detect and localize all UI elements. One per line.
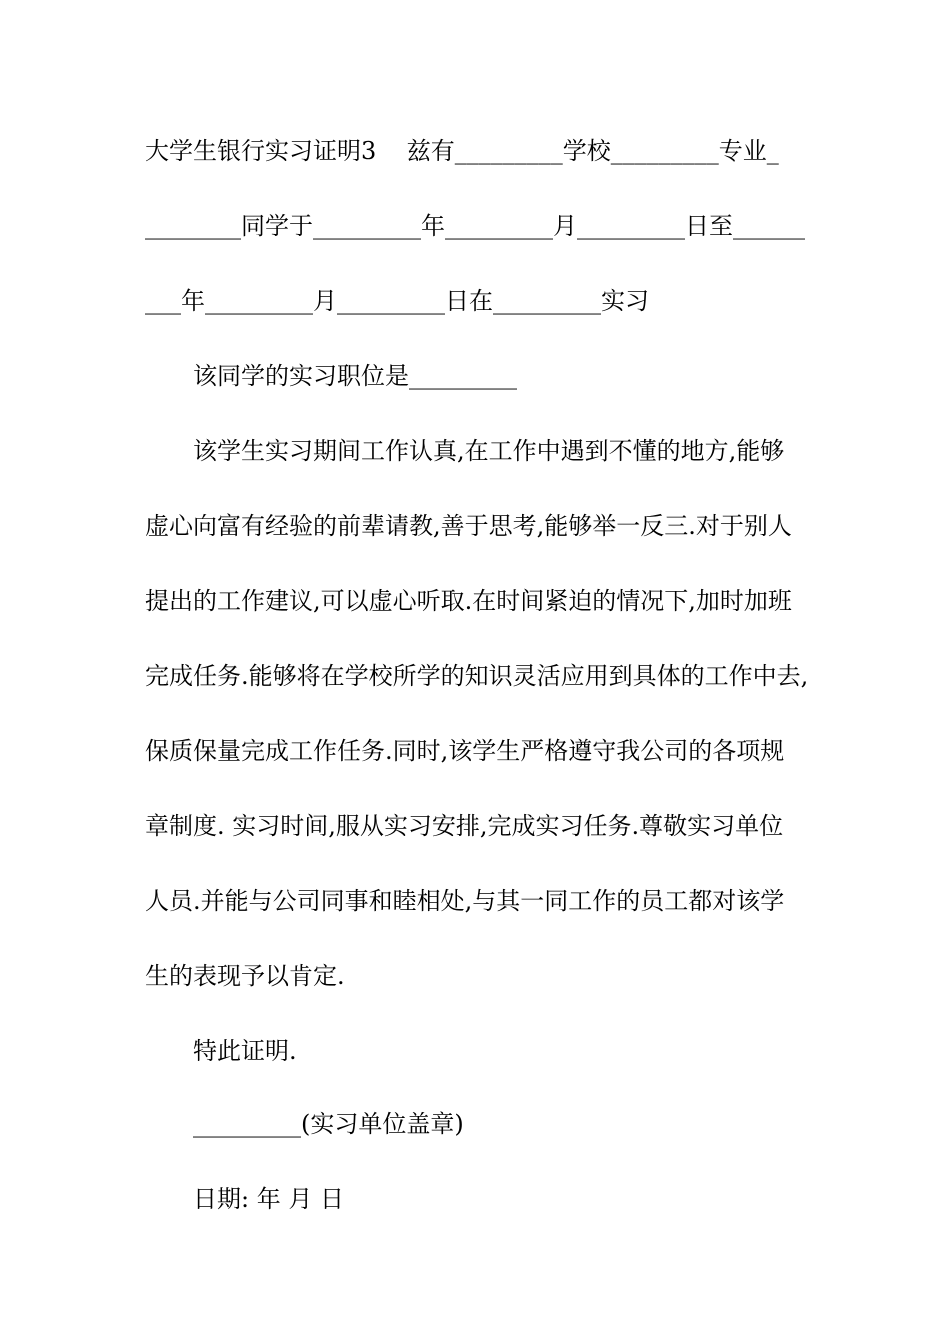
certification-statement: 特此证明. bbox=[193, 1037, 297, 1065]
title-and-intro-line: 大学生银行实习证明3 兹有_________学校_________专业_ bbox=[145, 137, 779, 165]
body-paragraph-line-7: 人员.并能与公司同事和睦相处,与其一同工作的员工都对该学 bbox=[145, 887, 785, 915]
position-line: 该同学的实习职位是_________ bbox=[193, 362, 517, 390]
body-paragraph-line-2: 虚心向富有经验的前辈请教,善于思考,能够举一反三.对于别人 bbox=[145, 512, 792, 540]
body-paragraph-line-1: 该学生实习期间工作认真,在工作中遇到不懂的地方,能够 bbox=[193, 437, 785, 465]
body-paragraph-line-6: 章制度. 实习时间,服从实习安排,完成实习任务.尊敬实习单位 bbox=[145, 812, 784, 840]
body-paragraph-line-5: 保质保量完成工作任务.同时,该学生严格遵守我公司的各项规 bbox=[145, 737, 785, 765]
seal-line: _________(实习单位盖章) bbox=[193, 1110, 464, 1138]
date-line: 日期: 年 月 日 bbox=[193, 1185, 344, 1213]
intro-line-2: ________同学于_________年_________月_________日至______ bbox=[145, 212, 805, 240]
body-paragraph-line-4: 完成任务.能够将在学校所学的知识灵活应用到具体的工作中去, bbox=[145, 662, 809, 690]
body-paragraph-line-3: 提出的工作建议,可以虚心听取.在时间紧迫的情况下,加时加班 bbox=[145, 587, 792, 615]
intro-line-3: ___年_________月_________日在_________实习 bbox=[145, 287, 649, 315]
body-paragraph-line-8: 生的表现予以肯定. bbox=[145, 962, 345, 990]
